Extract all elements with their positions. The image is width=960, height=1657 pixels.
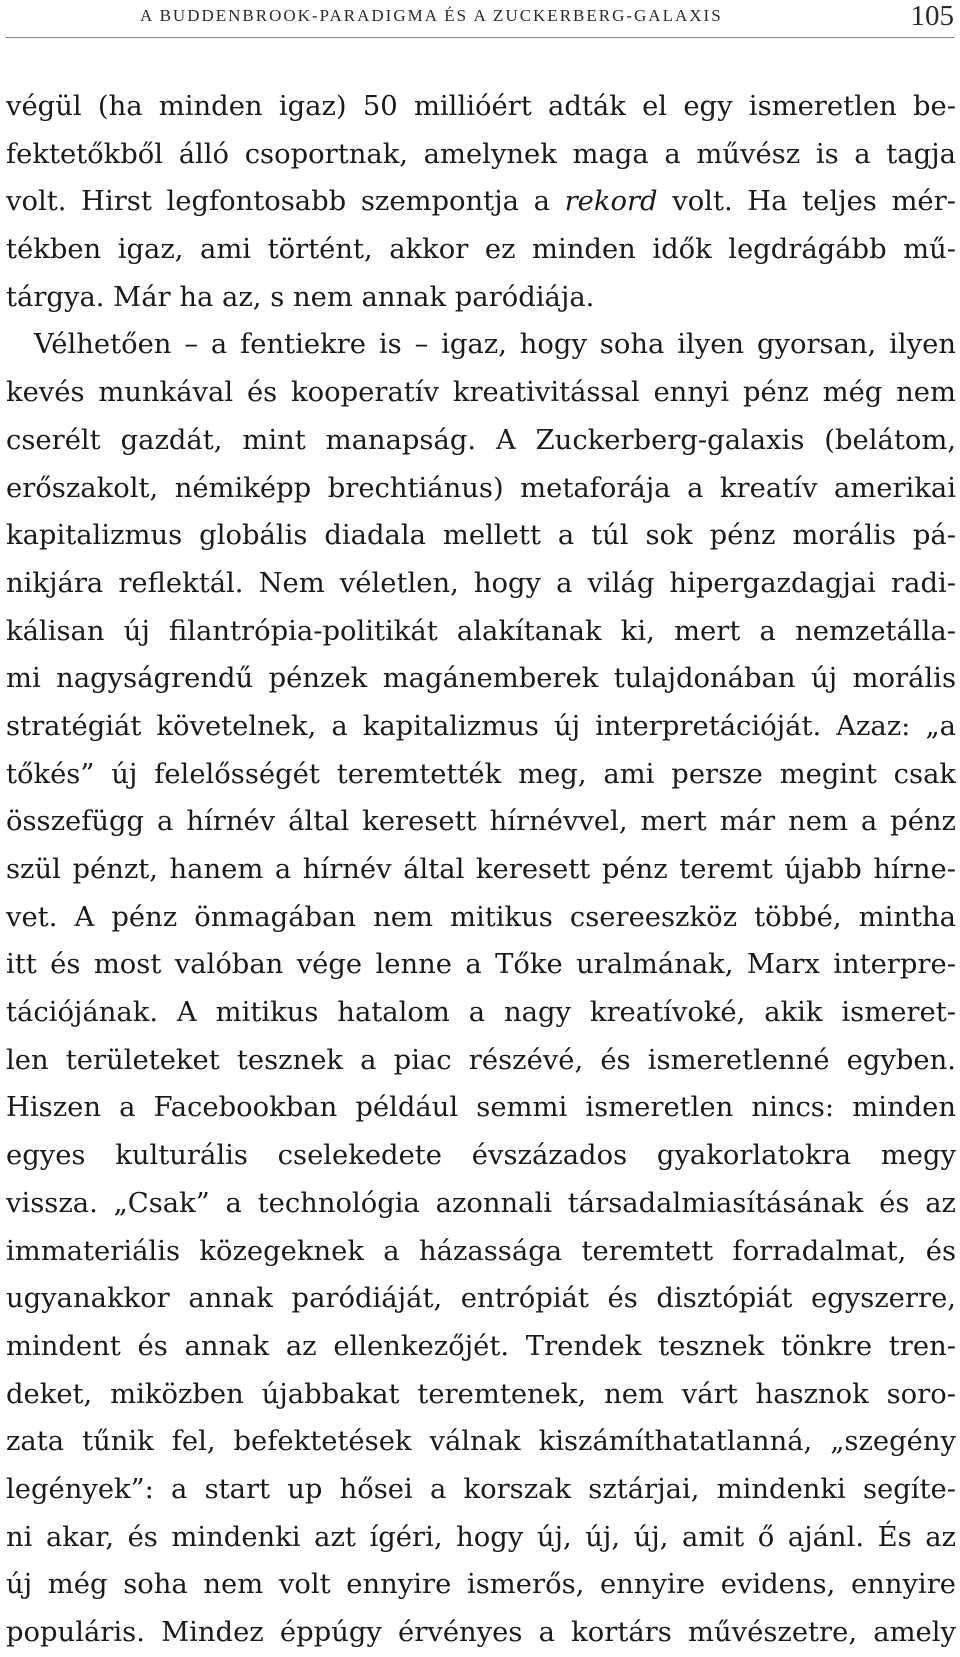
text-line: nikjára reflektál. Nem véletlen, hogy a világ hipergazdagjai radi- — [6, 567, 956, 599]
text-segment: volt. Ha teljes mér- — [657, 186, 956, 218]
text-segment: volt. Hirst legfontosabb szempontja a — [6, 186, 565, 218]
text-line: len területeket tesznek a piac részévé, és ismeretlenné egyben. — [6, 1044, 956, 1076]
text-line: fektetőkből álló csoportnak, amelynek maga a művész is a tagja — [6, 138, 956, 170]
text-line: stratégiát követelnek, a kapitalizmus új interpretációját. Azaz: „a — [6, 710, 956, 742]
text-line: szül pénzt, hanem a hírnév által keresett pénz teremt újabb hírne- — [6, 854, 956, 885]
text-line: populáris. Mindez éppúgy érvényes a kortárs művészetre, amely — [6, 1617, 956, 1648]
italic-word: rekord — [564, 186, 658, 218]
text-line: legények”: a start up hősei a korszak sztárjai, mindenki segíte- — [6, 1473, 956, 1505]
text-line: egyes kulturális cselekedete évszázados gyakorlatokra megy — [6, 1140, 956, 1172]
page-number: 105 — [910, 0, 954, 32]
text-line: deket, miközben újabbakat teremtenek, nem várt hasznok soro- — [6, 1378, 956, 1410]
text-line: immateriális közegeknek a házassága teremtett forradalmat, és — [6, 1235, 956, 1267]
body-text — [6, 83, 956, 1657]
text-line: új még soha nem volt ennyire ismerős, ennyire evidens, ennyire — [6, 1569, 956, 1601]
text-line — [6, 178, 956, 226]
text-line: vissza. „Csak” a technológia azonnali társadalmiasításának és az — [6, 1187, 956, 1219]
text-line: ugyanakkor annak paródiáját, entrópiát és disztópiát egyszerre, — [6, 1283, 956, 1315]
text-line: vet. A pénz önmagában nem mitikus csereeszköz többé, mintha — [6, 901, 956, 933]
text-line: kálisan új filantrópia-politikát alakítanak ki, mert a nemzetálla- — [6, 615, 956, 647]
running-head-title: A BUDDENBROOK-PARADIGMA ÉS A ZUCKERBERG-GALAXIS — [140, 6, 723, 25]
text-line: összefügg a hírnév által keresett hírnévvel, mert már nem a pénz — [6, 806, 956, 838]
running-head — [0, 0, 960, 38]
text-line: itt és most valóban vége lenne a Tőke uralmának, Marx interpre- — [6, 949, 956, 981]
text-line: Vélhetően – a fentiekre is – igaz, hogy soha ilyen gyorsan, ilyen — [34, 329, 956, 361]
text-line: mi nagyságrendű pénzek magánemberek tulajdonában új morális — [6, 663, 956, 695]
text-line: cserélt gazdát, mint manapság. A Zuckerberg-galaxis (belátom, — [6, 424, 956, 456]
text-line: tékben igaz, ami történt, akkor ez minden idők legdrágább mű- — [6, 234, 956, 266]
text-line: mindent és annak az ellenkezőjét. Trendek tesznek tönkre tren- — [6, 1330, 956, 1362]
text-line: tárgya. Már ha az, s nem annak paródiája. — [6, 281, 595, 313]
text-line: ni akar, és mindenki azt ígéri, hogy új, új, új, amit ő ajánl. És az — [6, 1521, 956, 1553]
header-rule — [6, 37, 954, 38]
text-line: végül (ha minden igaz) 50 millióért adták el egy ismeretlen be- — [6, 91, 956, 122]
text-line: Hiszen a Facebookban például semmi ismeretlen nincs: minden — [6, 1092, 956, 1124]
text-line: kevés munkával és kooperatív kreativitással ennyi pénz még nem — [6, 377, 956, 409]
text-line: tőkés” új felelősségét teremtették meg, ami persze megint csak — [6, 758, 956, 790]
text-line: erőszakolt, némiképp brechtiánus) metaforája a kreatív amerikai — [6, 472, 956, 504]
text-line: tációjának. A mitikus hatalom a nagy kreatívoké, akik ismeret- — [6, 997, 956, 1029]
text-line: zata tűnik fel, befektetések válnak kiszámíthatatlanná, „szegény — [6, 1426, 956, 1458]
text-line: kapitalizmus globális diadala mellett a túl sok pénz morális pá- — [6, 520, 956, 552]
